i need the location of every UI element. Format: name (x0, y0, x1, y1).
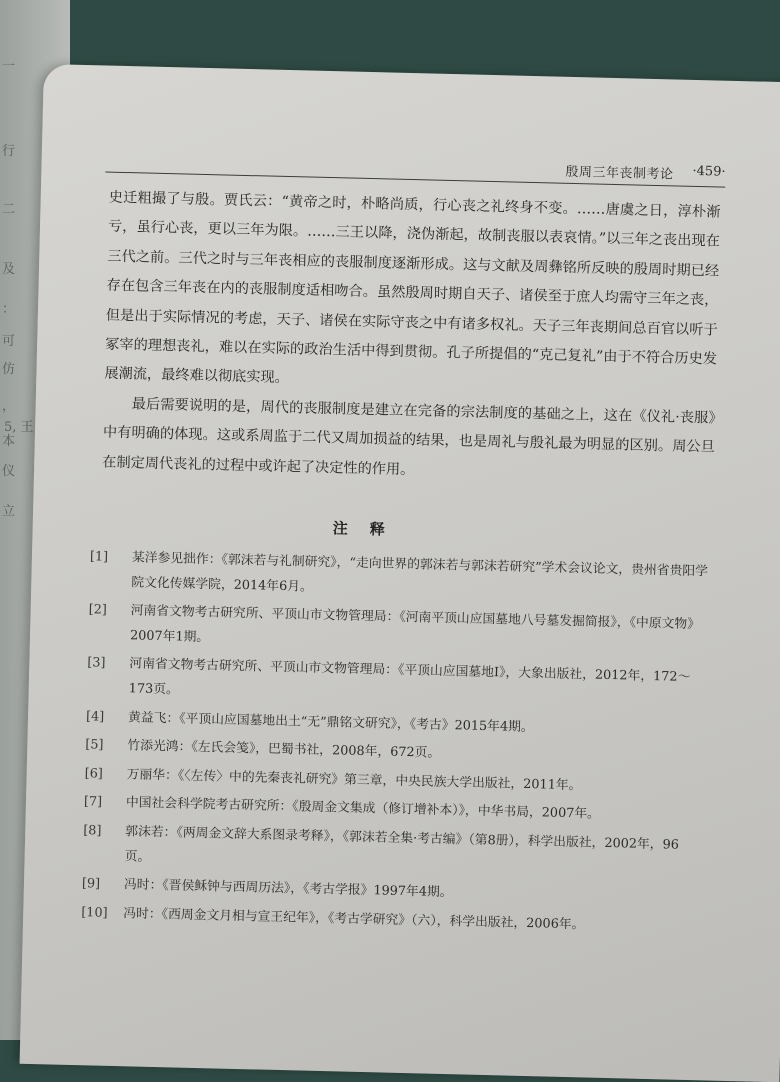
note-text: 郭沫若：《两周金文辞大系图录考释》，《郭沫若全集·考古编》（第8册），科学出版社，2002年，96页。 (124, 824, 680, 865)
facing-page-character: 行 (2, 144, 16, 159)
running-header (105, 148, 725, 188)
note-number: [5] (85, 737, 104, 753)
facing-page-character: 一 (2, 59, 16, 74)
note-text: 冯时：《晋侯稣钟与西周历法》，《考古学报》1997年4期。 (123, 877, 453, 901)
note-number: [10] (81, 904, 108, 921)
running-title: 殷周三年丧制考论 (565, 164, 674, 183)
notes-heading: 注释 (332, 519, 407, 539)
note-text: 中国社会科学院考古研究所：《殷周金文集成（修订增补本）》，中华书局，2007年。 (125, 795, 601, 823)
note-text: 某洋参见拙作：《郭沫若与礼制研究》，“走向世界的郭沫若与郭沫若研究”学术会议论文，贵州省贵阳学院文化传媒学院，2014年6月。 (131, 550, 709, 595)
note-text: 冯时：《西周金文月相与宣王纪年》，《考古学研究》（六），科学出版社，2006年。 (123, 905, 585, 933)
facing-page-character: 5, 王 (4, 420, 34, 435)
note-number: [3] (87, 655, 106, 672)
facing-page-character: 仪 (2, 464, 16, 479)
note-number: [6] (84, 765, 103, 782)
body-text (102, 184, 721, 493)
facing-page-character: ， (2, 399, 16, 414)
note-text: 竹添光鸿：《左氏会笺》，巴蜀书社，2008年，672页。 (127, 738, 441, 762)
note-number: [1] (89, 549, 109, 565)
facing-page-character: 本 (2, 434, 16, 449)
note-number: [9] (81, 876, 101, 892)
notes-list (81, 545, 710, 944)
facing-page-character: 二 (2, 202, 16, 217)
page-number: ·459· (692, 163, 726, 180)
note-number: [4] (85, 708, 105, 725)
facing-page-character: 仿 (2, 362, 16, 377)
body-paragraph: 史迁粗撮了与殷。贾氏云：“黄帝之时，朴略尚质，行心丧之礼终身不变。……唐虞之日，淳朴渐亏，虽行心丧，更以三年为限。……三王以降，浇伪渐起，故制丧服以表哀情。”以三年之丧出现在三代之前。三代之时与三年丧相应的丧服制度逐渐形成。这与文献及周彝铭所反映的殷周时期已经存在包含三年丧在内的丧服制度适相吻合。虽然殷周时期自天子、诸侯至于庶人均需守三年之丧，但是出于实际情况的考虑，天子、诸侯在实际守丧之中有诸多权礼。天子三年丧期间总百官以听于冢宰的理想丧礼，难以在实际的政治生活中得到贯彻。孔子所提倡的“克己复礼”由于不符合历史发展潮流，最终难以彻底实现。 (104, 189, 721, 387)
note-text: 黄益飞：《平顶山应国墓地出土“无”鼎铭文研究》，《考古》2015年4期。 (127, 709, 534, 735)
facing-page-character: 可 (2, 334, 16, 349)
note-number: [7] (83, 794, 103, 810)
facing-page-character: ： (2, 302, 16, 317)
book-page (20, 64, 780, 1082)
note-text: 河南省文物考古研究所、平顶山市文物管理局：《河南平顶山应国墓地八号墓发掘简报》，《中原文物》2007年1期。 (129, 603, 701, 645)
note-number: [2] (88, 602, 107, 618)
note-text: 河南省文物考古研究所、平顶山市文物管理局：《平顶山应国墓地Ⅰ》，大象出版社，2012年，172～173页。 (128, 656, 691, 698)
note-text: 万丽华：《〈左传〉中的先秦丧礼研究》第三章，中央民族大学出版社，2011年。 (126, 766, 582, 794)
facing-page-character: 立 (2, 504, 16, 519)
note-number: [8] (83, 823, 102, 839)
facing-page-character: 及 (2, 262, 16, 277)
body-paragraph: 最后需要说明的是，周代的丧服制度是建立在完备的宗法制度的基础之上，这在《仪礼·丧服》中有明确的体现。这或系周监于二代又周加损益的结果，也是周礼与殷礼最为明显的区别。周公旦在制定周代丧礼的过程中或许起了决定性的作用。 (102, 396, 716, 478)
